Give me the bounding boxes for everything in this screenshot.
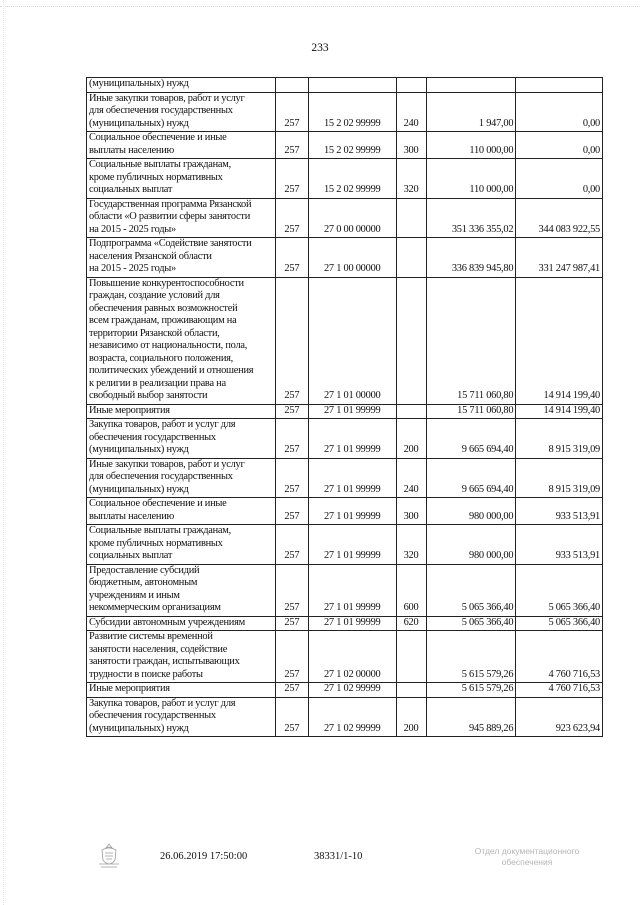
row-csr-cell: 27 1 02 99999	[308, 683, 396, 698]
row-name-cell: Иные мероприятия	[87, 683, 276, 698]
row-name-cell: Субсидии автономным учреждениям	[87, 616, 276, 631]
table-row	[87, 697, 603, 737]
row-vr-cell	[396, 631, 426, 683]
row-name-cell: Государственная программа Рязанской области «О развитии сферы занятости на 2015 - 2025 годы»	[87, 198, 276, 238]
row-name-cell: Иные закупки товаров, работ и услуг для обеспечения государственных (муниципальных) нужд	[87, 458, 276, 498]
row-sum-2020-cell: 933 513,91	[516, 498, 603, 525]
row-sum-2020-cell: 0,00	[516, 92, 603, 132]
row-code-cell: 257	[275, 525, 308, 565]
row-vr-cell: 300	[396, 498, 426, 525]
table-row	[87, 525, 603, 565]
budget-table	[86, 77, 603, 737]
row-sum-2019-cell: 336 839 945,80	[426, 238, 516, 278]
row-sum-2020-cell: 933 513,91	[516, 525, 603, 565]
row-vr-cell: 240	[396, 458, 426, 498]
row-sum-2019-cell	[426, 78, 516, 93]
row-csr-cell: 27 1 01 99999	[308, 498, 396, 525]
row-vr-cell: 200	[396, 697, 426, 737]
row-sum-2020-cell: 4 760 716,53	[516, 631, 603, 683]
row-name-cell: Иные закупки товаров, работ и услуг для обеспечения государственных (муниципальных) нужд	[87, 92, 276, 132]
row-sum-2019-cell: 351 336 355,02	[426, 198, 516, 238]
table-row	[87, 277, 603, 404]
footer-timestamp: 26.06.2019 17:50:00	[160, 851, 248, 862]
row-code-cell: 257	[275, 159, 308, 199]
table-row	[87, 419, 603, 459]
row-name-cell: Социальное обеспечение и иные выплаты населению	[87, 132, 276, 159]
row-vr-cell	[396, 277, 426, 404]
row-name-cell: Социальные выплаты гражданам, кроме публичных нормативных социальных выплат	[87, 159, 276, 199]
row-sum-2019-cell: 15 711 060,80	[426, 277, 516, 404]
row-sum-2020-cell: 4 760 716,53	[516, 683, 603, 698]
row-name-cell: Развитие системы временной занятости населения, содействие занятости граждан, испытывающих трудности в поиске работы	[87, 631, 276, 683]
table-row	[87, 198, 603, 238]
row-vr-cell: 300	[396, 132, 426, 159]
row-csr-cell: 15 2 02 99999	[308, 132, 396, 159]
registration-stamp	[452, 846, 602, 868]
row-sum-2019-cell: 110 000,00	[426, 159, 516, 199]
row-code-cell: 257	[275, 238, 308, 278]
row-sum-2019-cell: 15 711 060,80	[426, 404, 516, 419]
row-sum-2019-cell: 980 000,00	[426, 525, 516, 565]
budget-table-body	[87, 78, 603, 737]
table-row	[87, 458, 603, 498]
row-sum-2020-cell: 8 915 319,09	[516, 458, 603, 498]
row-code-cell: 257	[275, 404, 308, 419]
row-name-cell: Повышение конкурентоспособности граждан, создание условий для обеспечения равных возможностей всем гражданам, проживающим на территории Рязанской области, независимо от национальности, пола, возраста, социального положения, политических убеждений и отношения к религии в реализации права на свободный выбор занятости	[87, 277, 276, 404]
row-sum-2020-cell: 923 623,94	[516, 697, 603, 737]
table-row	[87, 132, 603, 159]
row-vr-cell: 620	[396, 616, 426, 631]
row-sum-2019-cell: 5 065 366,40	[426, 564, 516, 616]
table-row	[87, 159, 603, 199]
row-sum-2020-cell: 0,00	[516, 132, 603, 159]
row-csr-cell: 27 1 01 99999	[308, 404, 396, 419]
row-name-cell: (муниципальных) нужд	[87, 78, 276, 93]
row-code-cell: 257	[275, 419, 308, 459]
row-sum-2020-cell: 14 914 199,40	[516, 277, 603, 404]
row-csr-cell: 27 1 00 00000	[308, 238, 396, 278]
table-row	[87, 78, 603, 93]
stamp-line-1: Отдел документационного	[474, 846, 580, 856]
row-name-cell: Закупка товаров, работ и услуг для обеспечения государственных (муниципальных) нужд	[87, 419, 276, 459]
page-number: 233	[311, 42, 329, 54]
row-vr-cell	[396, 198, 426, 238]
row-sum-2020-cell: 8 915 319,09	[516, 419, 603, 459]
row-code-cell: 257	[275, 683, 308, 698]
row-code-cell: 257	[275, 92, 308, 132]
row-csr-cell: 15 2 02 99999	[308, 159, 396, 199]
row-vr-cell: 200	[396, 419, 426, 459]
row-sum-2019-cell: 5 615 579,26	[426, 631, 516, 683]
row-vr-cell	[396, 404, 426, 419]
row-vr-cell	[396, 78, 426, 93]
row-code-cell: 257	[275, 277, 308, 404]
row-csr-cell: 27 1 01 00000	[308, 277, 396, 404]
row-code-cell: 257	[275, 198, 308, 238]
row-sum-2019-cell: 110 000,00	[426, 132, 516, 159]
table-row	[87, 404, 603, 419]
table-row	[87, 631, 603, 683]
row-sum-2020-cell: 5 065 366,40	[516, 564, 603, 616]
row-name-cell: Закупка товаров, работ и услуг для обеспечения государственных (муниципальных) нужд	[87, 697, 276, 737]
row-sum-2019-cell: 9 665 694,40	[426, 419, 516, 459]
row-sum-2020-cell: 5 065 366,40	[516, 616, 603, 631]
row-sum-2019-cell: 945 889,26	[426, 697, 516, 737]
row-name-cell: Подпрограмма «Содействие занятости населения Рязанской области на 2015 - 2025 годы»	[87, 238, 276, 278]
row-name-cell: Предоставление субсидий бюджетным, автономным учреждениям и иным некоммерческим организациям	[87, 564, 276, 616]
row-sum-2019-cell: 5 615 579,26	[426, 683, 516, 698]
row-code-cell: 257	[275, 458, 308, 498]
row-sum-2020-cell: 14 914 199,40	[516, 404, 603, 419]
row-sum-2019-cell: 980 000,00	[426, 498, 516, 525]
row-sum-2020-cell: 0,00	[516, 159, 603, 199]
row-code-cell: 257	[275, 498, 308, 525]
row-code-cell: 257	[275, 616, 308, 631]
table-row	[87, 564, 603, 616]
row-csr-cell: 27 1 01 99999	[308, 525, 396, 565]
row-sum-2019-cell: 1 947,00	[426, 92, 516, 132]
row-vr-cell	[396, 238, 426, 278]
row-csr-cell: 27 1 02 00000	[308, 631, 396, 683]
row-vr-cell: 320	[396, 525, 426, 565]
table-row	[87, 498, 603, 525]
row-sum-2020-cell: 344 083 922,55	[516, 198, 603, 238]
row-csr-cell: 27 0 00 00000	[308, 198, 396, 238]
row-csr-cell: 15 2 02 99999	[308, 92, 396, 132]
row-csr-cell: 27 1 01 99999	[308, 616, 396, 631]
coat-of-arms-emblem	[96, 842, 122, 870]
scan-left-edge	[3, 0, 5, 905]
row-sum-2020-cell	[516, 78, 603, 93]
row-vr-cell: 240	[396, 92, 426, 132]
row-code-cell: 257	[275, 631, 308, 683]
stamp-line-2: обеспечения	[501, 857, 553, 867]
footer-document-number: 38331/1-10	[314, 851, 363, 862]
row-vr-cell: 600	[396, 564, 426, 616]
row-sum-2019-cell: 5 065 366,40	[426, 616, 516, 631]
row-csr-cell: 27 1 01 99999	[308, 419, 396, 459]
row-csr-cell: 27 1 02 99999	[308, 697, 396, 737]
row-vr-cell	[396, 683, 426, 698]
row-sum-2020-cell: 331 247 987,41	[516, 238, 603, 278]
row-code-cell: 257	[275, 132, 308, 159]
row-sum-2019-cell: 9 665 694,40	[426, 458, 516, 498]
row-name-cell: Социальные выплаты гражданам, кроме публичных нормативных социальных выплат	[87, 525, 276, 565]
row-code-cell	[275, 78, 308, 93]
row-name-cell: Социальное обеспечение и иные выплаты населению	[87, 498, 276, 525]
row-code-cell: 257	[275, 697, 308, 737]
table-row	[87, 238, 603, 278]
row-code-cell: 257	[275, 564, 308, 616]
table-row	[87, 92, 603, 132]
row-csr-cell: 27 1 01 99999	[308, 458, 396, 498]
row-csr-cell: 27 1 01 99999	[308, 564, 396, 616]
row-csr-cell	[308, 78, 396, 93]
table-row	[87, 616, 603, 631]
row-vr-cell: 320	[396, 159, 426, 199]
row-name-cell: Иные мероприятия	[87, 404, 276, 419]
scan-top-edge	[0, 6, 640, 8]
table-row	[87, 683, 603, 698]
